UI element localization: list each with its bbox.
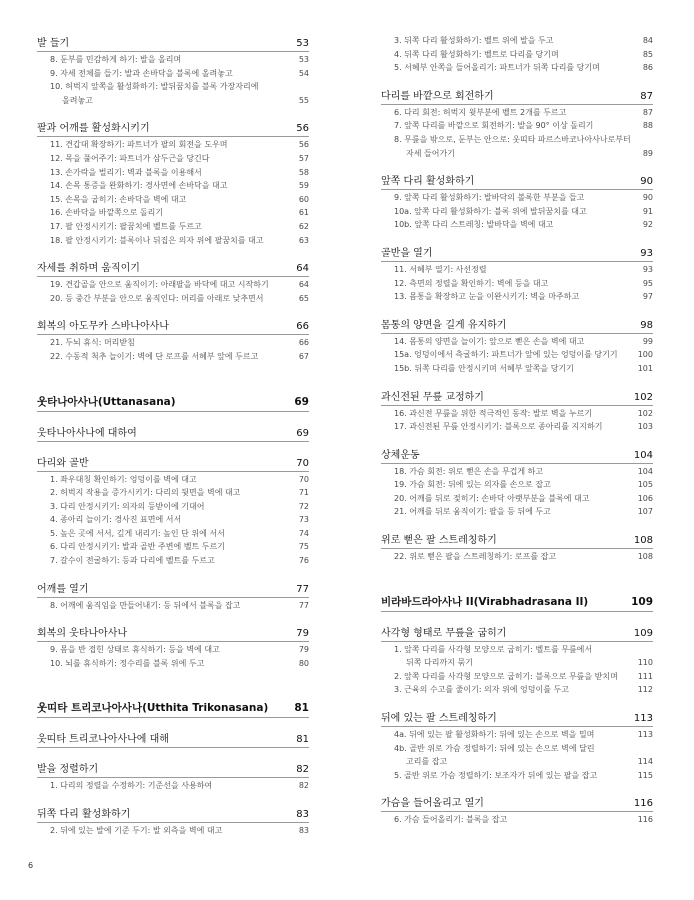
toc-section (37, 760, 309, 793)
toc-heading-page: 81 (294, 702, 309, 715)
toc-entry-page: 73 (298, 515, 309, 525)
toc-entry-text: 5. 골반 위로 가슴 정렬하기: 보조자가 뒤에 있는 팔을 잡고 (394, 770, 598, 780)
toc-heading-title: 발 들기 (37, 38, 70, 49)
toc-entry-page: 106 (637, 493, 653, 503)
toc-entry[interactable] (37, 500, 309, 514)
toc-entry-text: 10. 뇌를 휴식하기: 정수리를 블록 위에 두고 (50, 658, 205, 668)
toc-entry-page: 112 (637, 685, 653, 695)
toc-section-heading[interactable] (37, 730, 309, 748)
toc-entry[interactable] (37, 527, 309, 541)
toc-entry[interactable] (37, 554, 309, 568)
toc-entry-text: 4a. 뒤에 있는 팔 활성화하기: 뒤에 있는 손으로 벽을 밀며 (394, 730, 595, 740)
toc-entry[interactable] (37, 234, 309, 248)
toc-heading-title: 사각형 형태로 무릎을 굽히기 (381, 627, 507, 639)
toc-entry-page: 114 (637, 757, 653, 767)
toc-entry-text: 20. 등 중간 부분을 안으로 움직인다: 머리를 아래로 낮추면서 (50, 293, 264, 303)
toc-entry-page: 113 (637, 730, 653, 740)
toc-entry[interactable] (37, 350, 309, 364)
toc-entry[interactable] (381, 362, 653, 376)
toc-entry-text: 6. 다리 안정시키기: 발과 골반 주변에 벨트 두르기 (50, 542, 225, 552)
toc-heading-title: 회복의 아도무카 스바나아사나 (37, 321, 169, 333)
toc-section (37, 700, 309, 718)
toc-entry-page: 74 (298, 528, 309, 538)
toc-heading-title: 앞쪽 다리 활성화하기 (381, 176, 475, 188)
toc-entry-page: 89 (642, 148, 653, 158)
toc-section (381, 624, 653, 697)
toc-heading-title: 자세를 취하며 움직이기 (37, 263, 140, 275)
toc-heading-page: 69 (294, 395, 309, 408)
toc-entry-page: 75 (298, 542, 309, 552)
toc-entry-page: 67 (298, 351, 309, 361)
toc-heading-title: 몸통의 양면을 길게 유지하기 (381, 319, 507, 331)
toc-section-heading[interactable] (37, 580, 309, 598)
toc-left-column (37, 34, 309, 850)
toc-entry-page: 115 (637, 770, 653, 780)
toc-entry[interactable] (37, 206, 309, 220)
toc-section-heading[interactable] (381, 794, 653, 812)
toc-entry-page: 70 (298, 474, 309, 484)
toc-heading-page: 87 (640, 90, 653, 102)
toc-entry-text: 11. 서혜부 열기: 사선정렬 (394, 264, 487, 274)
toc-entry[interactable] (381, 335, 653, 349)
toc-entry-text: 8. 어깨에 움직임을 만들어내기: 등 뒤에서 블록을 잡고 (50, 600, 241, 610)
toc-entry-text: 10. 허벅지 앞쪽을 활성화하기: 발뒤꿈치를 블록 가장자리에 (50, 82, 259, 92)
toc-entry-text: 13. 손가락을 벌리기: 벽과 블록을 이용해서 (50, 167, 202, 177)
toc-entry-page: 100 (637, 350, 653, 360)
toc-section (37, 454, 309, 568)
toc-entry-page: 110 (637, 658, 653, 668)
toc-heading-page: 109 (633, 627, 653, 639)
toc-heading-page: 56 (296, 123, 309, 135)
toc-section-heading[interactable] (381, 87, 653, 105)
toc-entry[interactable] (37, 486, 309, 500)
toc-entry[interactable] (37, 94, 309, 108)
toc-section (37, 259, 309, 305)
toc-entry[interactable] (381, 643, 653, 657)
toc-entry-text: 14. 손목 통증을 완화하기: 경사면에 손바닥을 대고 (50, 181, 228, 191)
toc-entry[interactable] (37, 599, 309, 613)
toc-heading-title: 위로 뻗은 팔 스트레칭하기 (381, 535, 497, 547)
toc-section-heading[interactable] (37, 259, 309, 277)
toc-heading-title: 회복의 웃타나아사나 (37, 628, 128, 640)
toc-entry[interactable] (381, 769, 653, 783)
toc-section-heading[interactable] (381, 446, 653, 464)
toc-entry-page: 55 (298, 95, 309, 105)
toc-entry-page: 108 (637, 552, 653, 562)
toc-entry[interactable] (37, 67, 309, 81)
toc-entry-text: 8. 무릎을 밖으로, 둔부는 안으로: 웃띠타 파르스바코나아사나로부터 (394, 134, 631, 144)
toc-entry-text: 22. 수동적 척추 늘이기: 벽에 단 로프를 서혜부 앞에 두르고 (50, 351, 259, 361)
toc-heading-page: 79 (296, 628, 309, 640)
toc-heading-page: 81 (296, 734, 309, 746)
toc-section-heading[interactable] (381, 624, 653, 642)
toc-entry-text: 5. 높은 곳에 서서, 깊게 내리기: 높인 단 위에 서서 (50, 528, 225, 538)
toc-section-heading[interactable] (37, 424, 309, 442)
toc-section-heading[interactable] (381, 316, 653, 334)
toc-entry[interactable] (381, 813, 653, 827)
toc-entry-page: 76 (298, 556, 309, 566)
toc-entry-text: 7. 앞쪽 다리를 바깥으로 회전하기: 발을 90° 이상 돌리기 (394, 121, 594, 131)
toc-section (381, 709, 653, 782)
toc-entry[interactable] (381, 683, 653, 697)
toc-section-heading[interactable] (381, 531, 653, 549)
toc-entry[interactable] (37, 292, 309, 306)
toc-entry-page: 91 (642, 206, 653, 216)
toc-heading-page: 70 (296, 457, 309, 469)
toc-heading-title: 웃타나아사나(Uttanasana) (37, 395, 176, 408)
toc-section-heading[interactable] (381, 388, 653, 406)
toc-entry-text: 고리를 잡고 (406, 757, 448, 767)
toc-section (37, 805, 309, 838)
toc-entry[interactable] (37, 779, 309, 793)
toc-heading-title: 발을 정렬하기 (37, 764, 99, 776)
toc-entry-text: 9. 몸을 반 접힌 상태로 휴식하기: 등을 벽에 대고 (50, 645, 220, 655)
toc-entry[interactable] (381, 420, 653, 434)
toc-entry-text: 19. 가슴 회전: 뒤에 있는 의자를 손으로 잡고 (394, 480, 551, 490)
toc-entry-page: 92 (642, 220, 653, 230)
toc-section (381, 794, 653, 827)
toc-heading-page: 93 (640, 247, 653, 259)
toc-heading-title: 골반을 열기 (381, 247, 433, 259)
toc-entry[interactable] (37, 643, 309, 657)
toc-entry[interactable] (381, 478, 653, 492)
toc-section-heading[interactable] (37, 454, 309, 472)
toc-entry[interactable] (381, 290, 653, 304)
toc-entry-text: 21. 어깨를 뒤로 움직이기: 팔을 등 뒤에 두고 (394, 507, 551, 517)
toc-chapter-heading[interactable] (37, 394, 309, 412)
toc-entry-text: 1. 좌우대칭 확인하기: 엉덩이를 벽에 대고 (50, 474, 197, 484)
toc-entry-page: 84 (642, 36, 653, 45)
toc-section (37, 580, 309, 613)
toc-entry-page: 66 (298, 338, 309, 348)
toc-entry-text: 12. 목을 풀어주기: 파트너가 삼두근을 당긴다 (50, 153, 210, 163)
toc-entry-page: 87 (642, 107, 653, 117)
toc-entry-text: 19. 견갑골을 안으로 움직이기: 아래팔을 바닥에 대고 시작하기 (50, 280, 269, 290)
toc-entry[interactable] (37, 657, 309, 671)
toc-entry[interactable] (381, 742, 653, 756)
toc-entry[interactable] (381, 277, 653, 291)
toc-entry[interactable] (381, 348, 653, 362)
toc-entry-text: 4. 종아리 늘이기: 경사진 표면에 서서 (50, 515, 182, 525)
toc-entry-page: 102 (637, 408, 653, 418)
toc-heading-page: 104 (633, 449, 653, 461)
toc-entry-text: 15. 손목을 굽히기: 손바닥을 벽에 대고 (50, 194, 187, 204)
toc-entry-text: 6. 다리 회전: 허벅지 윗부분에 벨트 2개를 두르고 (394, 107, 567, 117)
toc-entry-text: 10a. 앞쪽 다리 활성화하기: 블록 위에 발뒤꿈치를 대고 (394, 206, 587, 216)
toc-entry[interactable] (381, 48, 653, 62)
toc-entry-page: 107 (637, 507, 653, 517)
toc-heading-page: 102 (633, 391, 653, 403)
toc-entry-page: 62 (298, 221, 309, 231)
toc-section (381, 244, 653, 304)
toc-heading-title: 다리와 골반 (37, 457, 89, 469)
page-number: 6 (28, 861, 34, 870)
toc-entry[interactable] (37, 278, 309, 292)
toc-entry[interactable] (381, 492, 653, 506)
toc-entry-page: 88 (642, 121, 653, 131)
toc-entry-page: 85 (642, 49, 653, 59)
toc-entry-page: 77 (298, 600, 309, 610)
toc-entry-text: 7. 갈수이 전굴하기: 등과 다리에 벨트를 두르고 (50, 556, 215, 566)
toc-entry-page: 61 (298, 208, 309, 218)
toc-heading-title: 상체운동 (381, 449, 420, 461)
toc-entry-page: 116 (637, 815, 653, 825)
toc-entry[interactable] (37, 179, 309, 193)
toc-heading-title: 과신전된 무릎 교정하기 (381, 391, 484, 403)
toc-entry-text: 8. 둔부를 민감하게 하기: 발을 올리며 (50, 55, 182, 64)
toc-entry-page: 95 (642, 278, 653, 288)
toc-heading-title: 뒤에 있는 팔 스트레칭하기 (381, 713, 497, 725)
toc-entry[interactable] (381, 191, 653, 205)
toc-entry-text: 15a. 엉덩이에서 측굴하기: 파트너가 앞에 있는 엉덩이를 당기기 (394, 350, 618, 360)
toc-section-heading[interactable] (381, 709, 653, 727)
toc-entry-text: 9. 자세 전체를 들기: 발과 손바닥을 블록에 올려놓고 (50, 68, 233, 78)
toc-entry[interactable] (381, 465, 653, 479)
toc-entry-text: 17. 팔 안정시키기: 팔꿈치에 벨트를 두르고 (50, 221, 202, 231)
toc-entry[interactable] (37, 138, 309, 152)
toc-entry-page: 65 (298, 293, 309, 303)
toc-heading-page: 108 (633, 535, 653, 547)
toc-entry[interactable] (381, 505, 653, 519)
toc-entry[interactable] (381, 106, 653, 120)
toc-entry[interactable] (381, 61, 653, 75)
toc-entry-page: 64 (298, 280, 309, 290)
toc-section (37, 730, 309, 748)
toc-heading-page: 53 (296, 38, 309, 49)
toc-entry-text: 14. 몸통의 양면을 늘이기: 앞으로 뻗은 손을 벽에 대고 (394, 336, 585, 346)
toc-heading-page: 66 (296, 321, 309, 333)
toc-section (381, 172, 653, 232)
toc-entry[interactable] (381, 205, 653, 219)
toc-section (37, 317, 309, 363)
toc-entry[interactable] (381, 550, 653, 564)
toc-entry[interactable] (37, 220, 309, 234)
toc-entry-page: 105 (637, 480, 653, 490)
toc-entry[interactable] (381, 670, 653, 684)
toc-entry-text: 2. 뒤에 있는 발에 기준 두기: 발 외측을 벽에 대고 (50, 826, 223, 836)
toc-section-heading[interactable] (37, 624, 309, 642)
toc-heading-title: 어깨를 열기 (37, 583, 89, 595)
toc-section (381, 87, 653, 160)
toc-entry-text: 2. 허벅지 작용을 증가시키기: 다리의 뒷면을 벽에 대고 (50, 488, 241, 498)
toc-section-heading[interactable] (381, 244, 653, 262)
toc-heading-page: 90 (640, 176, 653, 188)
toc-entry-page: 101 (637, 363, 653, 373)
toc-section-heading[interactable] (37, 34, 309, 52)
toc-entry-text: 9. 앞쪽 다리 활성화하기: 발바닥의 볼록한 부분을 들고 (394, 193, 585, 203)
toc-right-column (381, 34, 653, 839)
toc-entry[interactable] (37, 166, 309, 180)
toc-entry-page: 82 (298, 781, 309, 791)
toc-section-heading[interactable] (37, 317, 309, 335)
toc-heading-title: 웃띠타 트리코나아사나(Utthita Trikonasana) (37, 702, 269, 715)
toc-entry-page: 71 (298, 488, 309, 498)
toc-entry-page: 90 (642, 193, 653, 203)
toc-entry[interactable] (37, 152, 309, 166)
toc-entry-text: 22. 위로 뻗은 팔을 스트레칭하기: 로프를 잡고 (394, 552, 557, 562)
toc-entry-text: 뒤쪽 다리까지 묶기 (406, 658, 473, 668)
toc-entry-page: 93 (642, 264, 653, 274)
toc-entry[interactable] (37, 540, 309, 554)
toc-entry-text: 18. 가슴 회전: 위로 뻗은 손을 무겁게 하고 (394, 466, 544, 476)
toc-entry-text: 18. 팔 안정시키기: 블록이나 뒤집은 의자 위에 팔꿈치를 대고 (50, 235, 264, 245)
toc-entry-text: 3. 뒤쪽 다리 활성화하기: 벨트 위에 발을 두고 (394, 36, 554, 45)
toc-entry-text: 17. 과신전된 무릎 안정시키기: 블록으로 종아리를 지지하기 (394, 422, 603, 432)
toc-heading-title: 웃타나아사나에 대하여 (37, 427, 137, 439)
toc-entry-page: 58 (298, 167, 309, 177)
toc-entry[interactable] (381, 218, 653, 232)
toc-heading-title: 가슴을 들어올리고 열기 (381, 798, 484, 810)
toc-section-heading[interactable] (37, 805, 309, 823)
toc-section-heading[interactable] (381, 172, 653, 190)
toc-heading-page: 69 (296, 427, 309, 439)
toc-entry-page: 104 (637, 466, 653, 476)
toc-section (381, 531, 653, 564)
toc-section-heading[interactable] (37, 119, 309, 137)
toc-heading-title: 팔과 어깨를 활성화시키기 (37, 123, 150, 135)
toc-entry-text: 3. 다리 안정시키기: 의자의 등받이에 기대어 (50, 501, 205, 511)
toc-heading-title: 비라바드라아사나 II(Virabhadrasana II) (381, 595, 589, 608)
toc-chapter-heading[interactable] (37, 700, 309, 718)
toc-section (37, 424, 309, 442)
toc-section (37, 119, 309, 247)
toc-entry[interactable] (381, 119, 653, 133)
toc-heading-page: 113 (633, 713, 653, 725)
toc-section (381, 446, 653, 519)
toc-entry[interactable] (37, 473, 309, 487)
toc-section (381, 34, 653, 75)
toc-entry-text: 10b. 앞쪽 다리 스트레칭: 발바닥을 벽에 대고 (394, 220, 554, 230)
toc-entry-text: 16. 과신전 무릎을 위한 적극적인 동작: 발로 벽을 누르기 (394, 408, 593, 418)
toc-entry-text: 1. 다리의 정렬을 수정하기: 기준선을 사용하여 (50, 781, 213, 791)
toc-heading-page: 82 (296, 764, 309, 776)
toc-entry-page: 79 (298, 645, 309, 655)
toc-entry-text: 12. 측면의 정렬을 확인하기: 벽에 등을 대고 (394, 278, 549, 288)
toc-entry[interactable] (381, 728, 653, 742)
toc-entry-text: 21. 두뇌 휴식: 머리받침 (50, 338, 135, 348)
toc-entry[interactable] (381, 133, 653, 147)
toc-entry-text: 1. 앞쪽 다리를 사각형 모양으로 굽히기: 벨트를 무릎에서 (394, 644, 593, 654)
toc-entry-text: 2. 앞쪽 다리를 사각형 모양으로 굽히기: 블록으로 무릎을 받치며 (394, 671, 618, 681)
toc-entry-text: 11. 견갑대 확장하기: 파트너가 팔의 회전을 도우며 (50, 140, 228, 150)
toc-entry-page: 97 (642, 292, 653, 302)
toc-entry[interactable] (381, 263, 653, 277)
toc-entry-page: 111 (637, 671, 653, 681)
toc-entry-page: 86 (642, 63, 653, 73)
toc-entry[interactable] (381, 656, 653, 670)
toc-entry[interactable] (381, 755, 653, 769)
toc-entry[interactable] (381, 147, 653, 161)
toc-entry[interactable] (37, 336, 309, 350)
toc-entry-page: 80 (298, 658, 309, 668)
toc-heading-page: 64 (296, 263, 309, 275)
toc-entry[interactable] (381, 407, 653, 421)
toc-section (37, 34, 309, 107)
toc-entry-text: 자세 들어가기 (406, 148, 455, 158)
toc-entry-page: 83 (298, 826, 309, 836)
toc-entry-page: 59 (298, 181, 309, 191)
toc-section (381, 316, 653, 376)
toc-entry[interactable] (37, 513, 309, 527)
toc-entry[interactable] (37, 53, 309, 67)
toc-entry-text: 4. 뒤쪽 다리 활성화하기: 벨트로 다리를 당기며 (394, 49, 559, 59)
toc-heading-page: 109 (631, 595, 653, 608)
toc-entry-page: 99 (642, 336, 653, 346)
toc-heading-page: 116 (633, 798, 653, 810)
toc-entry[interactable] (381, 34, 653, 48)
toc-heading-title: 웃띠타 트리코나아사나에 대해 (37, 734, 169, 746)
toc-entry-page: 72 (298, 501, 309, 511)
toc-entry-page: 60 (298, 194, 309, 204)
toc-heading-title: 다리를 바깥으로 회전하기 (381, 90, 494, 102)
toc-entry-page: 57 (298, 153, 309, 163)
toc-entry-text: 5. 서혜부 안쪽을 들어올리기: 파트너가 뒤쪽 다리를 당기며 (394, 63, 600, 73)
toc-section (381, 594, 653, 612)
toc-heading-page: 83 (296, 809, 309, 821)
toc-entry-text: 13. 몸통을 확장하고 눈을 이완시키기: 벽을 마주하고 (394, 292, 580, 302)
toc-section (37, 624, 309, 670)
toc-entry-page: 54 (298, 68, 309, 78)
toc-entry-text: 6. 가슴 들어올리기: 블록을 잡고 (394, 815, 508, 825)
toc-section (381, 388, 653, 434)
toc-entry[interactable] (37, 193, 309, 207)
toc-entry-text: 15b. 뒤쪽 다리를 안정시키며 서혜부 앞쪽을 당기기 (394, 363, 574, 373)
toc-entry-text: 16. 손바닥을 바깥쪽으로 돌리기 (50, 208, 164, 218)
toc-entry-page: 63 (298, 235, 309, 245)
toc-entry-text: 올려놓고 (62, 95, 93, 105)
toc-entry[interactable] (37, 824, 309, 838)
toc-chapter-heading[interactable] (381, 594, 653, 612)
toc-entry-page: 53 (298, 55, 309, 64)
toc-entry-page: 56 (298, 140, 309, 150)
toc-section (37, 394, 309, 412)
toc-entry-text: 20. 어깨를 뒤로 젖히기: 손바닥 아랫부분을 블록에 대고 (394, 493, 590, 503)
toc-heading-title: 뒤쪽 다리 활성화하기 (37, 809, 131, 821)
toc-entry-page: 103 (637, 422, 653, 432)
toc-heading-page: 77 (296, 583, 309, 595)
toc-entry[interactable] (37, 80, 309, 94)
toc-entry-text: 4b. 골반 위로 가슴 정렬하기: 뒤에 있는 손으로 벽에 달린 (394, 743, 595, 753)
toc-heading-page: 98 (640, 319, 653, 331)
toc-section-heading[interactable] (37, 760, 309, 778)
toc-entry-text: 3. 근육의 수고를 줄이기: 의자 위에 엉덩이를 두고 (394, 685, 569, 695)
